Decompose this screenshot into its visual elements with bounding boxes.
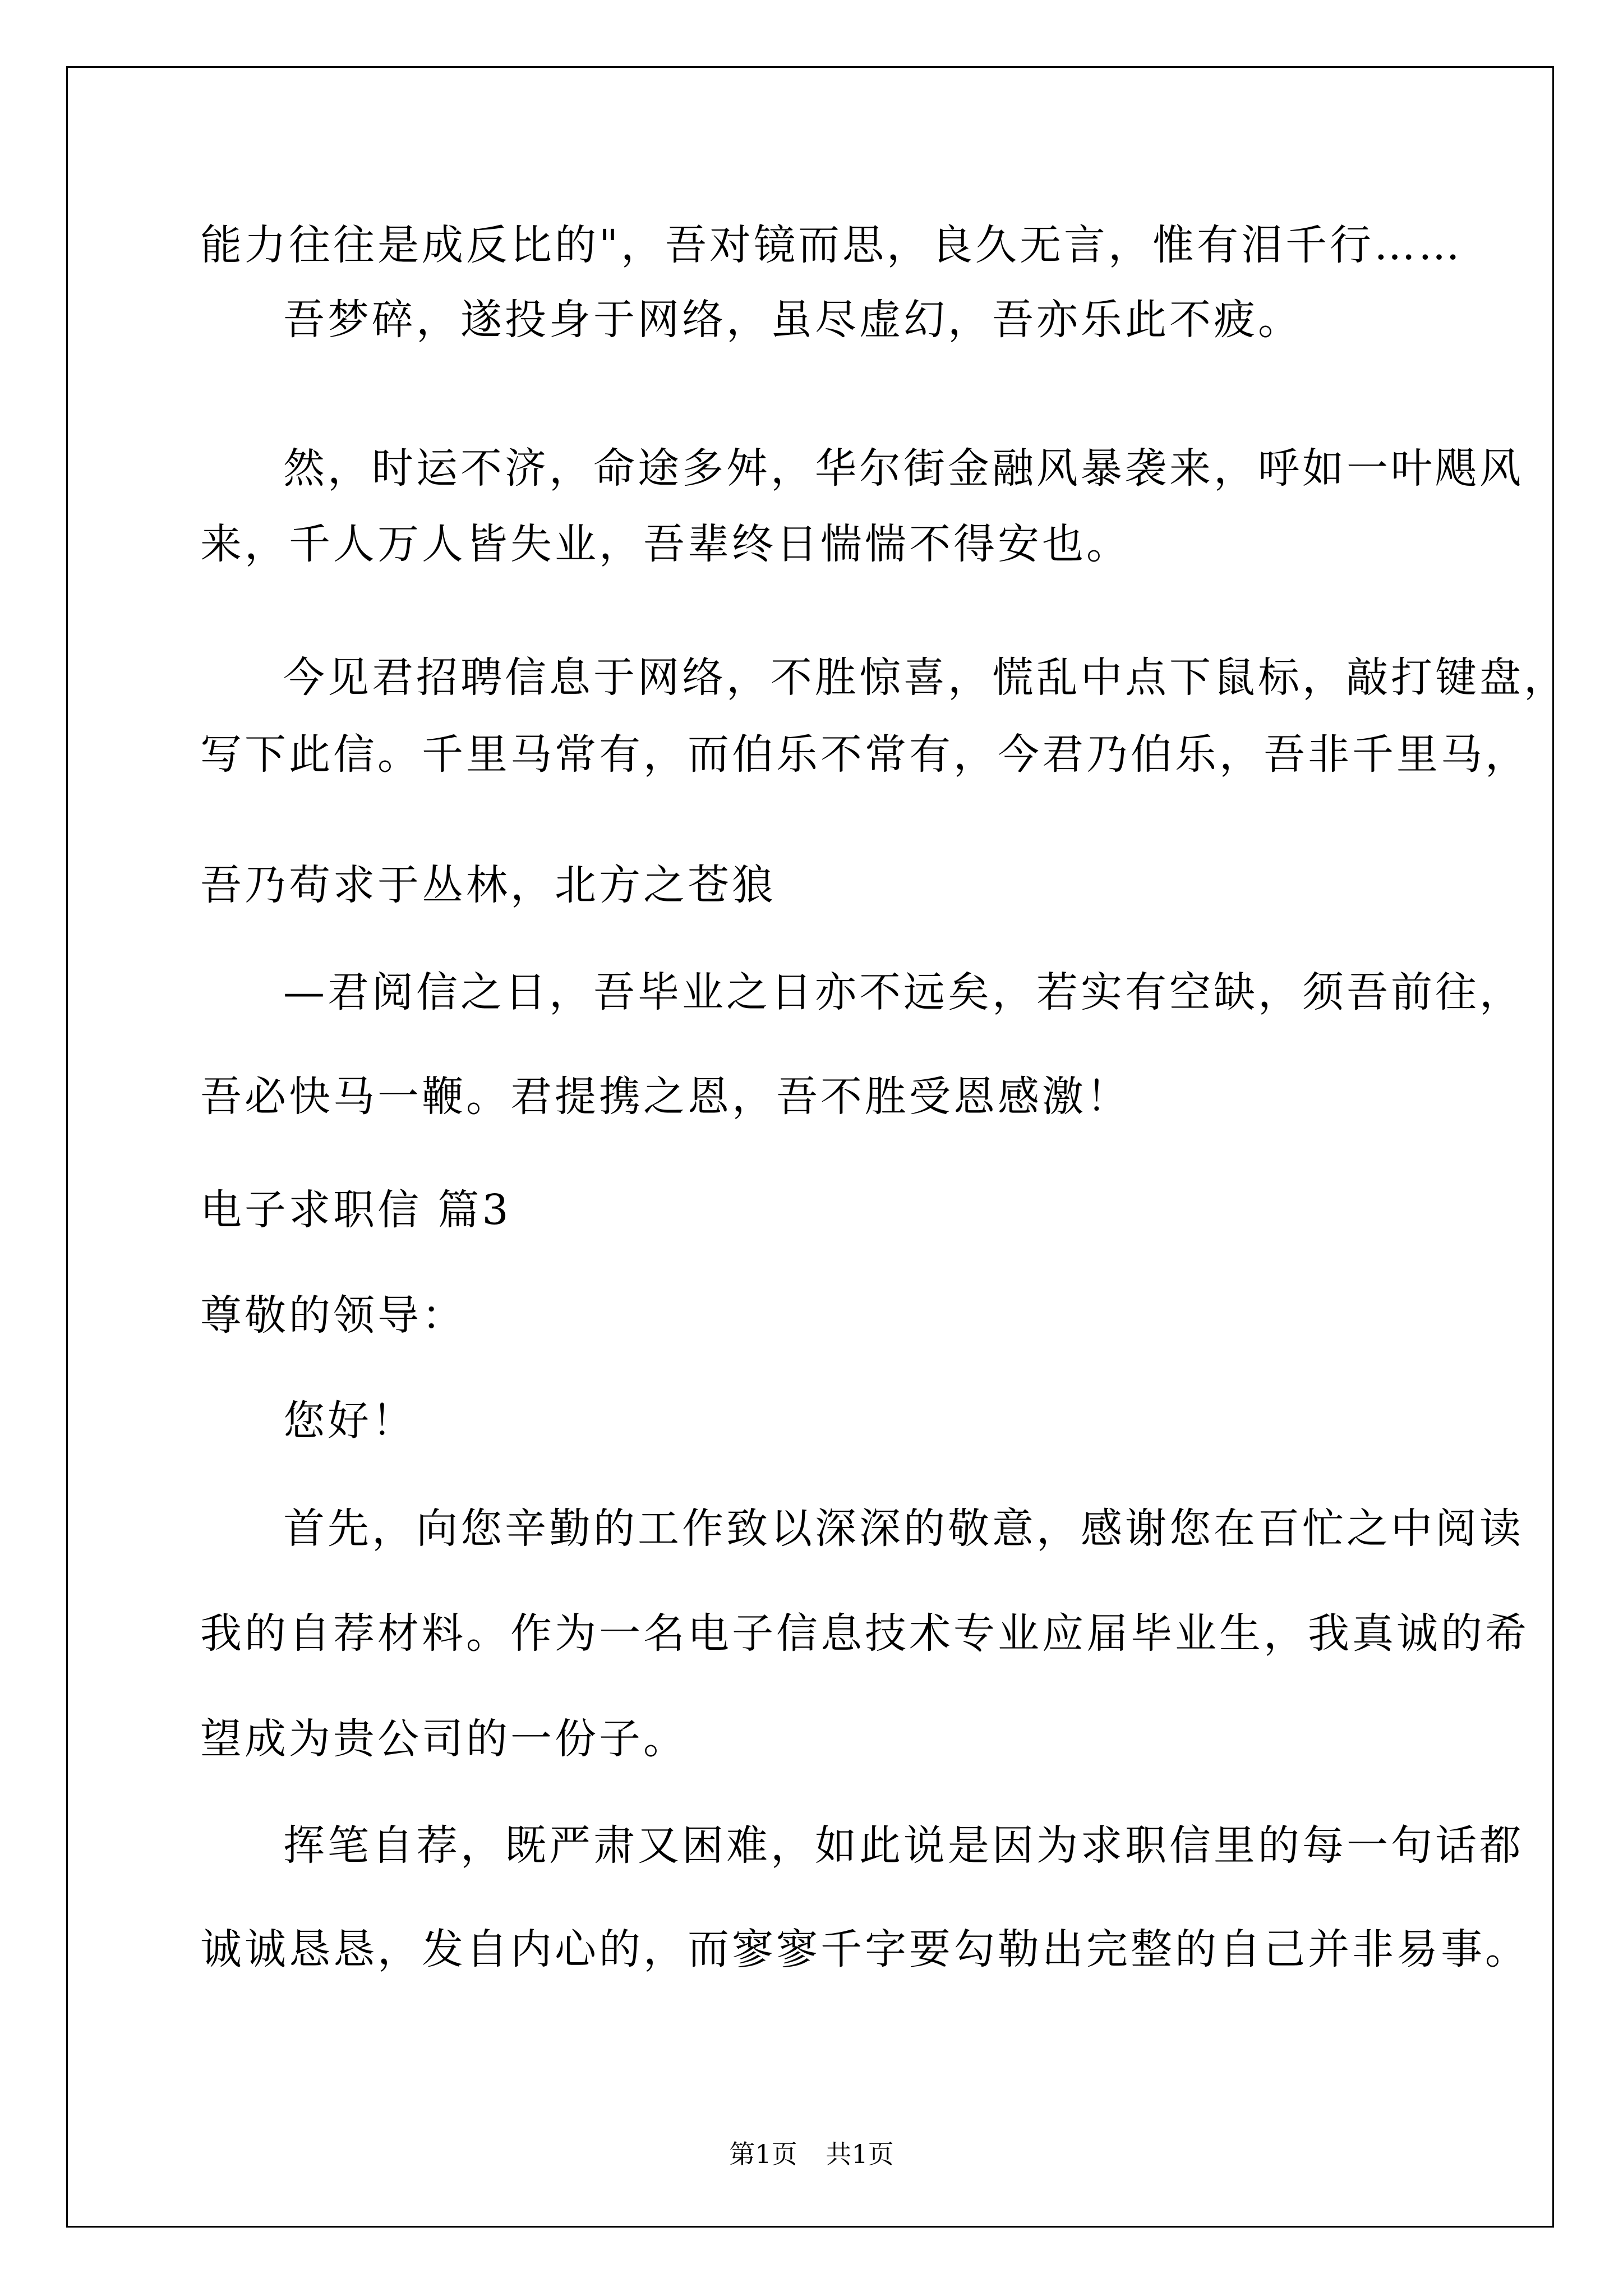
text-line: 我的自荐材料。作为一名电子信息技术专业应届毕业生，我真诚的希 bbox=[200, 1609, 1529, 1658]
current-page-number: 第1页 bbox=[729, 2139, 797, 2169]
total-page-count: 共1页 bbox=[826, 2139, 894, 2169]
text-line: 然，时运不济，命途多舛，华尔街金融风暴袭来，呼如一叶飓风 bbox=[283, 444, 1524, 493]
salutation: 尊敬的领导： bbox=[200, 1291, 466, 1340]
section-heading: 电子求职信 篇3 bbox=[200, 1186, 511, 1234]
text-line: 来，千人万人皆失业，吾辈终日惴惴不得安也。 bbox=[200, 520, 1131, 568]
text-line: 诚诚恳恳，发自内心的，而寥寥千字要勾勒出完整的自己并非易事。 bbox=[200, 1925, 1529, 1973]
text-line: 望成为贵公司的一份子。 bbox=[200, 1715, 688, 1763]
greeting: 您好！ bbox=[283, 1397, 416, 1445]
text-line: 能力往往是成反比的"，吾对镜而思，良久无言，惟有泪千行…… bbox=[200, 221, 1463, 269]
page-border bbox=[66, 66, 1554, 2228]
text-line: 吾必快马一鞭。君提携之恩，吾不胜受恩感激！ bbox=[200, 1073, 1131, 1121]
text-line: 今见君招聘信息于网络，不胜惊喜，慌乱中点下鼠标，敲打键盘， bbox=[283, 654, 1568, 702]
text-line: 首先，向您辛勤的工作致以深深的敬意，感谢您在百忙之中阅读 bbox=[283, 1504, 1524, 1553]
text-line: 挥笔自荐，既严肃又困难，如此说是因为求职信里的每一句话都 bbox=[283, 1821, 1524, 1870]
text-line: 吾乃苟求于丛林，北方之苍狼 bbox=[200, 861, 776, 909]
text-line: 吾梦碎，遂投身于网络，虽尽虚幻，吾亦乐此不疲。 bbox=[283, 296, 1302, 344]
page-footer bbox=[0, 2137, 1623, 2171]
text-line: —君阅信之日，吾毕业之日亦不远矣，若实有空缺，须吾前往， bbox=[283, 968, 1524, 1016]
text-line: 写下此信。千里马常有，而伯乐不常有，今君乃伯乐，吾非千里马， bbox=[200, 730, 1529, 779]
